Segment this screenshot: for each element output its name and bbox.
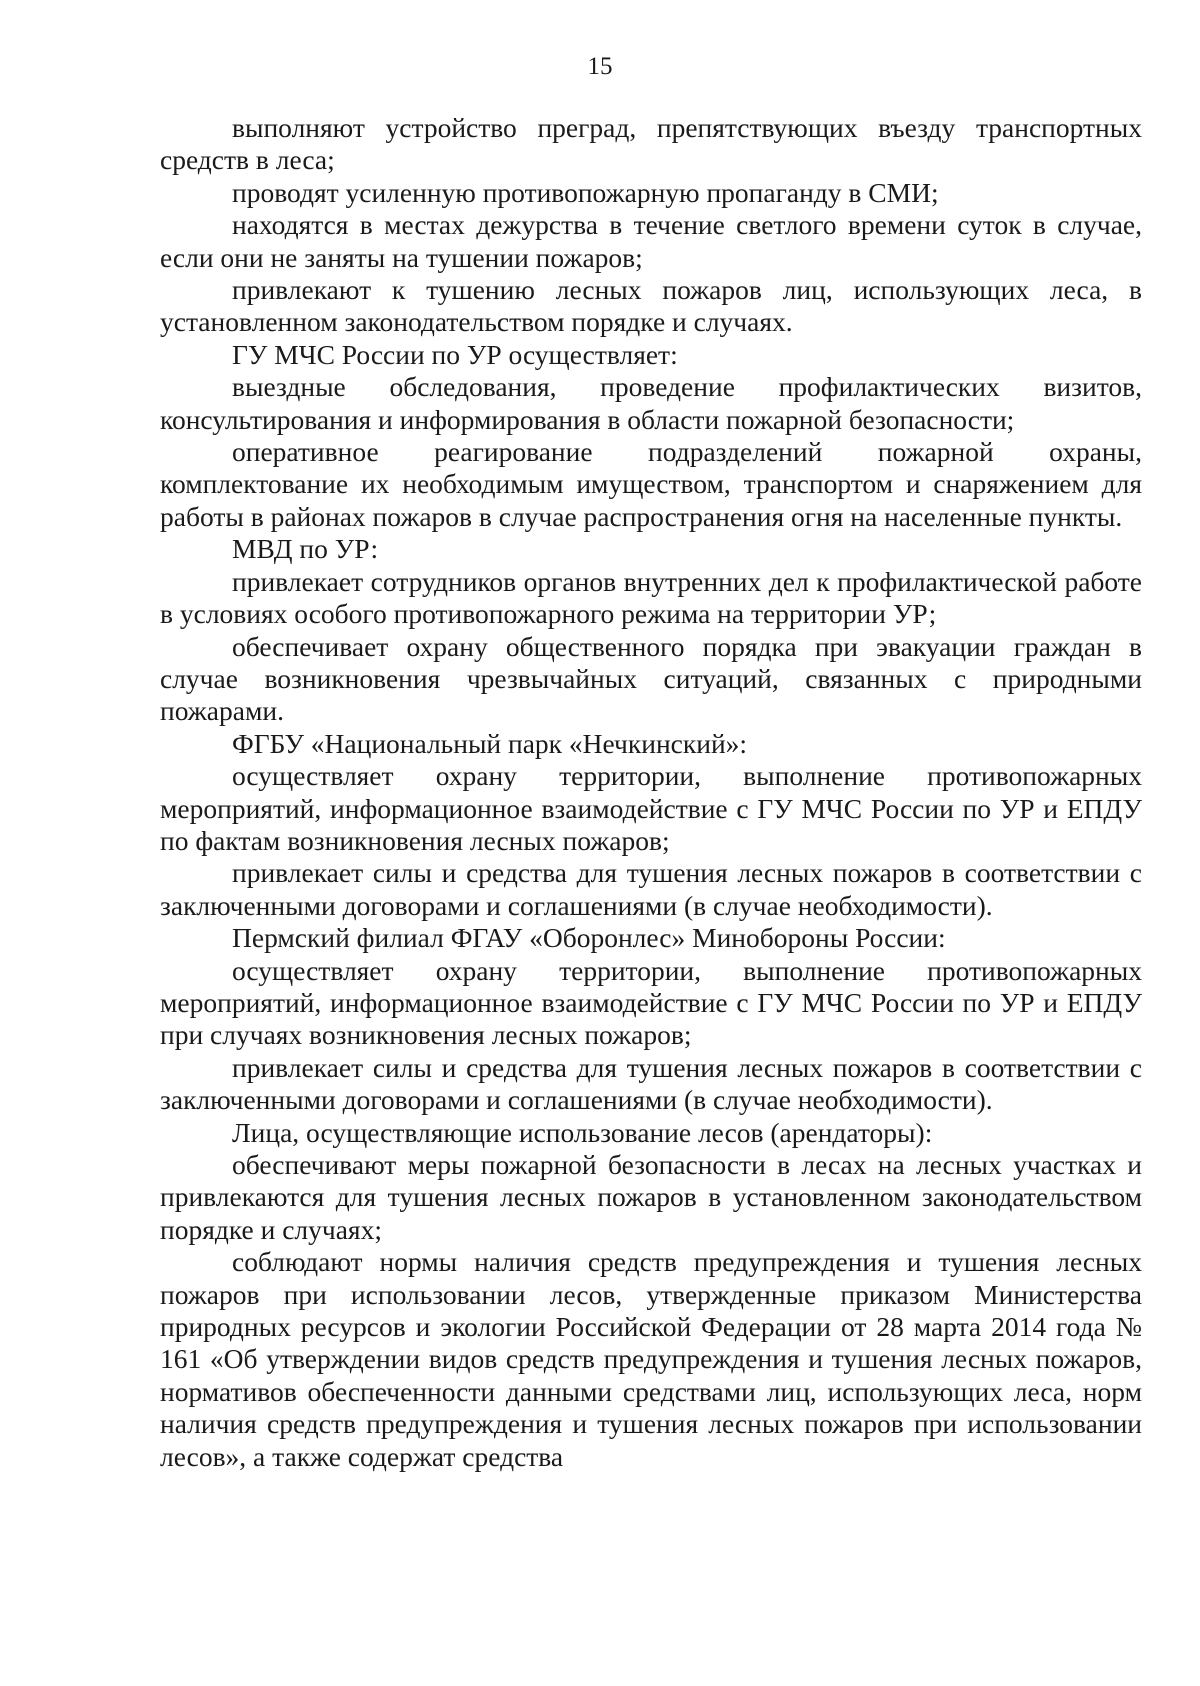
paragraph: соблюдают нормы наличия средств предупреждения и тушения лесных пожаров при использовании лесов, утвержденные приказом Министерства природных ресурсов и экологии Российской Федерации от 28 марта 2014 года № 161 «Об утверждении видов средств предупреждения и тушения лесных пожаров, нормативов обеспеченности данными средствами лиц, использующих леса, норм наличия средств предупреждения и тушения лесных пожаров при использовании лесов», а также содержат средства	[160, 1246, 1142, 1472]
paragraph: выездные обследования, проведение профилактических визитов, консультирования и информирования в области пожарной безопасности;	[160, 371, 1142, 435]
paragraph: осуществляет охрану территории, выполнение противопожарных мероприятий, информационное взаимодействие с ГУ МЧС России по УР и ЕПДУ при случаях возникновения лесных пожаров;	[160, 954, 1142, 1051]
paragraph: привлекает силы и средства для тушения лесных пожаров в соответствии с заключенными договорами и соглашениями (в случае необходимости).	[160, 857, 1142, 921]
section-heading: ФГБУ «Национальный парк «Нечкинский»:	[232, 727, 748, 759]
paragraph: привлекает силы и средства для тушения лесных пожаров в соответствии с заключенными договорами и соглашениями (в случае необходимости).	[160, 1051, 1142, 1116]
paragraph: оперативное реагирование подразделений пожарной охраны, комплектование их необходимым имуществом, транспортом и снаряжением для работы в районах пожаров в случае распространения огня на населенные пункты.	[160, 436, 1142, 532]
section-heading: Пермский филиал ФГАУ «Оборонлес» Минобороны России:	[232, 922, 946, 954]
section-heading: ГУ МЧС России по УР осуществляет:	[232, 338, 678, 370]
paragraph: обеспечивают меры пожарной безопасности в лесах на лесных участках и привлекаются для тушения лесных пожаров в установленном законодательством порядке и случаях;	[160, 1149, 1142, 1245]
paragraph: обеспечивает охрану общественного порядка при эвакуации граждан в случае возникновения чрезвычайных ситуаций, связанных с природными пожарами.	[160, 630, 1142, 727]
paragraph: выполняют устройство преград, препятствующих въезду транспортных средств в леса;	[160, 112, 1142, 176]
section-heading: МВД по УР:	[232, 533, 379, 565]
document-body	[160, 112, 1142, 1473]
paragraph: осуществляет охрану территории, выполнение противопожарных мероприятий, информационное взаимодействие с ГУ МЧС России по УР и ЕПДУ по фактам возникновения лесных пожаров;	[160, 760, 1142, 856]
section-heading: Лица, осуществляющие использование лесов (арендаторы):	[232, 1116, 933, 1148]
paragraph: привлекает сотрудников органов внутренних дел к профилактической работе в условиях особого противопожарного режима на территории УР;	[160, 565, 1142, 630]
page-number: 15	[587, 53, 613, 80]
paragraph: находятся в местах дежурства в течение светлого времени суток в случае, если они не заняты на тушении пожаров;	[160, 209, 1142, 273]
paragraph: проводят усиленную противопожарную пропаганду в СМИ;	[232, 176, 939, 208]
paragraph: привлекают к тушению лесных пожаров лиц, использующих леса, в установленном законодательством порядке и случаях.	[160, 274, 1142, 338]
